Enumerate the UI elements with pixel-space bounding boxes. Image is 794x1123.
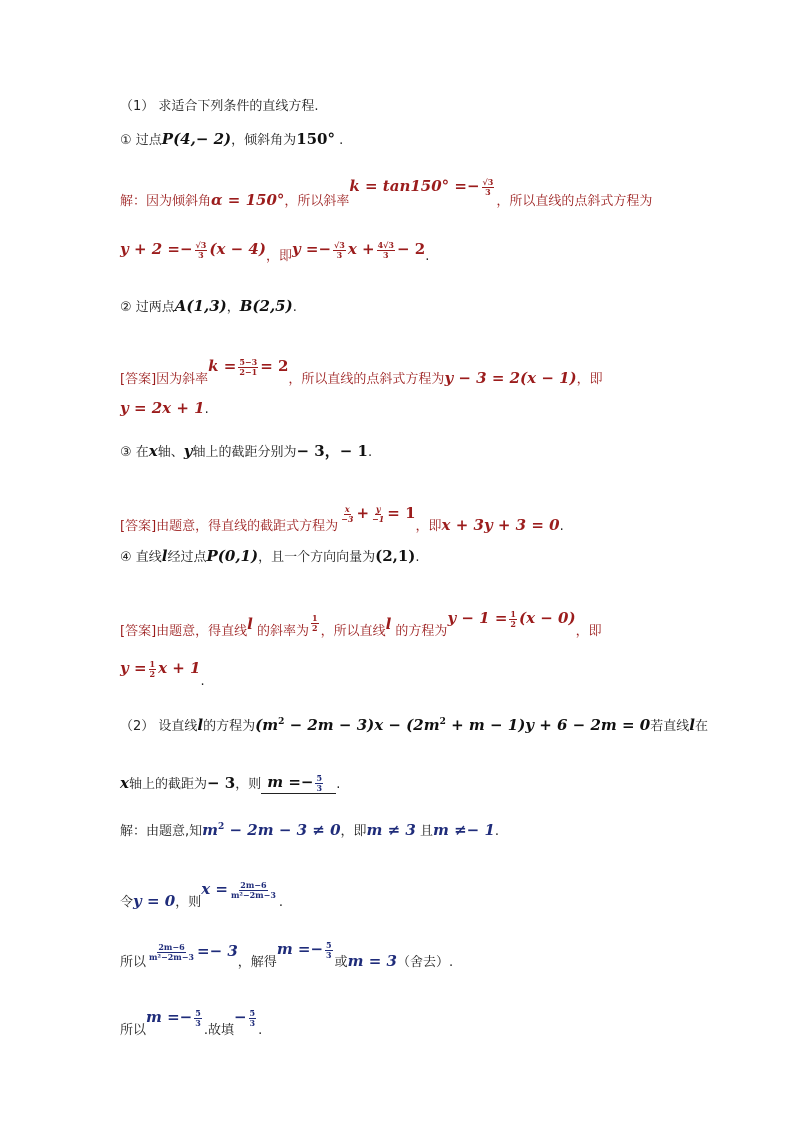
part2-solution-4: 所以m =− $\frac{5}{3}$ .故填− $\frac{5}{3}$ . [120,1008,263,1038]
q1-res-fraction-2: $\frac{4√3}{3}$ [377,240,394,260]
q3-fraction-y: $\frac{y}{-1}$ [372,504,385,524]
part2-solution-2: 令y = 0，则x = $\frac{2m-6}{\text{m²−2m−3}}$ . [120,880,284,910]
q2-slope-fraction: $\frac{5-3}{2-1}$ [239,357,258,377]
q2-result: y = 2x + 1. [120,399,209,417]
q4-answer: [答案]由题意，得直线l 的斜率为 $\frac{1}{2}$ ，所以直线l 的方程为y − 1 = $\frac{1}{2}$ (x − 0)，即 [120,609,602,639]
part2-question-line2: x轴上的截距为− 3，则 m =− $\frac{5}{3}$ . [120,773,341,793]
q1-res-fraction-1: $\frac{√3}{3}$ [334,240,345,260]
q2-answer: [答案]因为斜率k = $\frac{5-3}{2-1}$ = 2，所以直线的点斜式方程为y − 3 = 2(x − 1)，即 [120,357,603,387]
part1-heading: （1） 求适合下列条件的直线方程. [120,99,319,114]
q4-statement: ④ 直线l经过点P(0,1)，且一个方向向量为(2,1). [120,547,420,565]
q4-result: y = $\frac{1}{2}$ x + 1. [120,659,205,689]
s4-m-fraction: $\frac{5}{3}$ [195,1008,201,1028]
q3-statement: ③ 在x轴、y轴上的截距分别为− 3，− 1. [120,442,373,460]
part2-heading: （2） 设直线l的方程为$(m^2 - 2m - 3)x - (2m^2 + m - 1)y + 6 - 2m = 0$若直线l在 [120,716,708,734]
part2-solution-3: 所以 $\frac{2m-6}{\text{m²−2m−3}}$ =− 3，解得m =− $\frac{5}{3}$ 或m = 3（舍去）. [120,940,454,970]
s4-fill-fraction: $\frac{5}{3}$ [249,1008,256,1028]
s3-fraction: $\frac{2m-6}{\text{m²−2m−3}}$ [149,942,194,962]
q2-statement: ② 过两点A(1,3)，B(2,5). [120,297,297,315]
q3-fraction-x: $\frac{x}{-3}$ [341,504,354,524]
q1-slope-fraction: $\frac{√3}{3}$ [482,177,494,197]
q4-eq-fraction: $\frac{1}{2}$ [510,609,516,629]
q1-solution: 解：因为倾斜角α = 150°，所以斜率k = tan150° =− $\frac{√3}{3}$ ，所以直线的点斜式方程为 [120,177,653,209]
answer-blank[interactable]: m =− $\frac{5}{3}$ [261,775,336,794]
s2-fraction: $\frac{2m-6}{\text{m²−2m−3}}$ [230,880,276,900]
q4-slope-fraction: $\frac{1}{2}$ [312,613,318,633]
q4-res-fraction: $\frac{1}{2}$ [149,659,156,679]
s3-m-fraction: $\frac{5}{3}$ [326,940,332,960]
part2-solution-1: 解：由题意,知$m^2 - 2m - 3 \ne 0$，即m ≠ 3 且m ≠− 1. [120,821,500,839]
q1-eq-fraction: $\frac{√3}{3}$ [195,240,207,260]
q3-answer: [答案]由题意，得直线的截距式方程为 $\frac{x}{-3}$ + $\frac{y}{-1}$ = 1，即x + 3y + 3 = 0. [120,504,564,534]
q1-equation: y + 2 =− $\frac{√3}{3}$ (x − 4)，即y =− $\frac{√3}{3}$ x + $\frac{4√3}{3}$ − 2. [120,240,430,264]
q1-statement: ① 过点P(4,− 2)，倾斜角为150° . [120,130,344,148]
blank-fraction: $\frac{5}{3}$ [316,773,323,793]
